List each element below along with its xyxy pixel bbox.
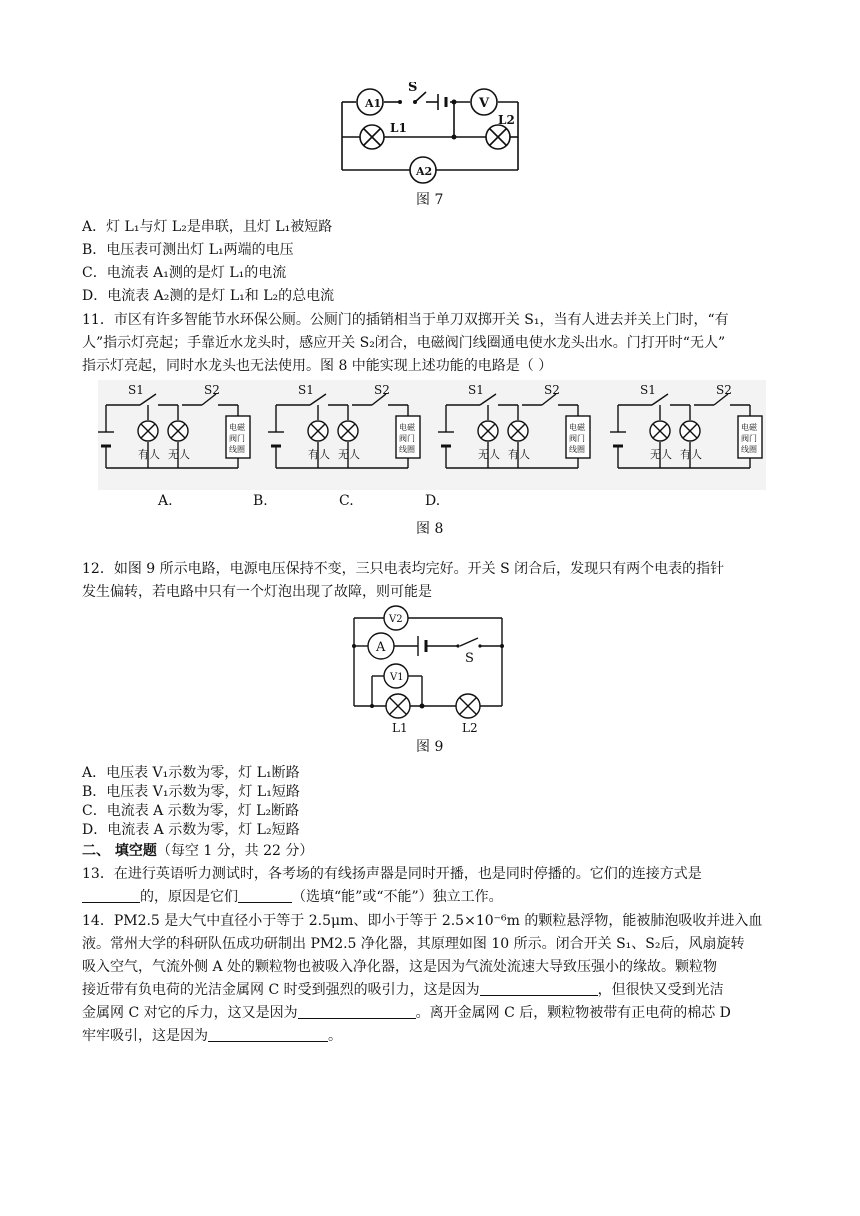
coil-label-line: 电磁	[569, 423, 585, 432]
figure-9-circuit	[348, 600, 508, 735]
q12-line-1: 12．如图 9 所示电路，电源电压保持不变，三只电表均完好。开关 S 闭合后，发现只有两个电表的指针	[82, 561, 725, 577]
q14-line-2: 液。常州大学的科研队伍成功研制出 PM2.5 净化器，其原理如图 10 所示。闭合开关 S₁、S₂后，风扇旋转	[82, 936, 745, 952]
q13-text-b: （选填“能”或“不能”）独立工作。	[292, 889, 503, 905]
coil-label-line: 阀门	[229, 434, 245, 443]
lamp-left-label: 有人	[138, 448, 160, 461]
figure-8-caption: 图 8	[416, 521, 444, 537]
l1-label: L1	[392, 721, 408, 735]
lamp-right-label: 有人	[680, 448, 702, 461]
ammeter-a1-label: A1	[365, 97, 382, 110]
lamp-left-label: 无人	[478, 448, 500, 461]
circuit-option-4	[610, 383, 762, 468]
q10-option-a: A．灯 L₁与灯 L₂是串联，且灯 L₁被短路	[82, 219, 333, 235]
section-2-heading	[82, 841, 313, 861]
coil-label-line: 电磁	[229, 423, 245, 432]
voltmeter-label: V	[479, 96, 490, 111]
coil-label-line: 线圈	[569, 445, 585, 454]
q14-line-3: 吸入空气，气流外侧 A 处的颗粒物也被吸入净化器，这是因为气流处流速大导致压强小的缘故。颗粒物	[82, 959, 718, 975]
q14-line-5	[82, 1003, 731, 1023]
coil-label-line: 线圈	[399, 445, 415, 454]
figure-9-caption: 图 9	[416, 739, 444, 755]
q14-line-4	[82, 980, 724, 1000]
lamp-l2-label: L2	[498, 113, 515, 127]
coil-label-line: 电磁	[399, 423, 415, 432]
lamp-l1-label: L1	[390, 121, 407, 135]
q13-blank-1[interactable]	[82, 888, 140, 903]
v2-label: V2	[389, 614, 403, 625]
circuit-option-2	[268, 383, 420, 468]
ammeter-a2-label: A2	[416, 165, 433, 178]
coil-label-line: 阀门	[569, 434, 585, 443]
q14-blank-1[interactable]	[480, 981, 598, 996]
q11-line-1: 11．市区有许多智能节水环保公厕。公厕门的插销相当于单刀双掷开关 S₁，当有人进去并关上门时，“有	[82, 312, 729, 328]
switch-s1-label: S1	[128, 383, 144, 397]
lamp-left-label: 有人	[308, 448, 330, 461]
lamp-right-label: 有人	[508, 448, 530, 461]
circuit-option-3	[438, 383, 590, 468]
switch-s2-label: S2	[374, 383, 390, 397]
coil-label-line: 线圈	[229, 445, 245, 454]
switch-s-label: S	[408, 82, 418, 95]
lamp-right-label: 无人	[168, 448, 190, 461]
switch-s2-label: S2	[544, 383, 560, 397]
q13-line-2	[82, 887, 503, 907]
section-2-note: （每空 1 分，共 22 分）	[156, 843, 314, 859]
switch-s1-label: S1	[298, 383, 314, 397]
q10-option-b: B．电压表可测出灯 L₁两端的电压	[82, 242, 294, 258]
choice-label-b: B.	[253, 493, 268, 509]
q14-text-5a: 金属网 C 对它的斥力，这又是因为	[82, 1005, 298, 1021]
q14-line-6	[82, 1026, 342, 1046]
figure-8-circuits	[98, 380, 766, 490]
switch-s2-label: S2	[204, 383, 220, 397]
coil-label-line: 电磁	[741, 423, 757, 432]
coil-label-line: 阀门	[399, 434, 415, 443]
q11-line-2: 人”指示灯亮起；手靠近水龙头时，感应开关 S₂闭合，电磁阀门线圈通电使水龙头出水。门打开时“无人”	[82, 335, 726, 351]
q14-blank-3[interactable]	[208, 1027, 328, 1042]
a-label: A	[376, 640, 386, 655]
q12-option-d: D．电流表 A 示数为零，灯 L₂短路	[82, 822, 300, 838]
q14-blank-2[interactable]	[298, 1004, 416, 1019]
switch-s1-label: S1	[468, 383, 484, 397]
choice-label-c: C.	[339, 493, 354, 509]
q14-text-6b: 。	[328, 1028, 342, 1044]
q12-option-a: A．电压表 V₁示数为零，灯 L₁断路	[82, 765, 300, 781]
q12-option-b: B．电压表 V₁示数为零，灯 L₁短路	[82, 784, 300, 800]
q14-text-4a: 接近带有负电荷的光洁金属网 C 时受到强烈的吸引力，这是因为	[82, 982, 480, 998]
q10-option-d: D．电流表 A₂测的是灯 L₁和 L₂的总电流	[82, 288, 335, 304]
q10-option-c: C．电流表 A₁测的是灯 L₁的电流	[82, 265, 287, 281]
q12-line-2: 发生偏转，若电路中只有一个灯泡出现了故障，则可能是	[82, 584, 432, 600]
q14-text-6a: 牢牢吸引，这是因为	[82, 1028, 208, 1044]
circuit-option-1	[98, 383, 250, 468]
q11-line-3: 指示灯亮起，同时水龙头也无法使用。图 8 中能实现上述功能的电路是（ ）	[82, 358, 553, 374]
figure-7-circuit	[330, 82, 530, 187]
q14-text-4b: ，但很快又受到光洁	[597, 982, 724, 998]
switch-s1-label: S1	[640, 383, 656, 397]
figure-8	[98, 380, 766, 490]
choice-label-d: D.	[425, 493, 441, 509]
coil-label-line: 线圈	[741, 445, 757, 454]
q13-text-a: 的，原因是它们	[140, 889, 238, 905]
q13-line-1: 13．在进行英语听力测试时，各考场的有线扬声器是同时开播，也是同时停播的。它们的连接方式是	[82, 866, 702, 882]
q14-text-5b: 。离开金属网 C 后，颗粒物被带有正电荷的棉芯 D	[415, 1005, 731, 1021]
v1-label: V1	[390, 672, 404, 683]
choice-label-a: A.	[158, 493, 173, 509]
q12-option-c: C．电流表 A 示数为零，灯 L₂断路	[82, 803, 300, 819]
s-label: S	[465, 651, 474, 666]
l2-label: L2	[462, 721, 478, 735]
figure-7-caption: 图 7	[416, 192, 444, 208]
q13-blank-2[interactable]	[238, 888, 292, 903]
coil-label-line: 阀门	[741, 434, 757, 443]
q14-line-1: 14．PM2.5 是大气中直径小于等于 2.5μm、即小于等于 2.5×10⁻⁶m 的颗粒悬浮物，能被肺泡吸收并进入血	[82, 913, 763, 929]
lamp-right-label: 无人	[338, 448, 360, 461]
lamp-left-label: 无人	[650, 448, 672, 461]
section-2-title: 二、 填空题	[82, 843, 157, 859]
switch-s2-label: S2	[716, 383, 732, 397]
